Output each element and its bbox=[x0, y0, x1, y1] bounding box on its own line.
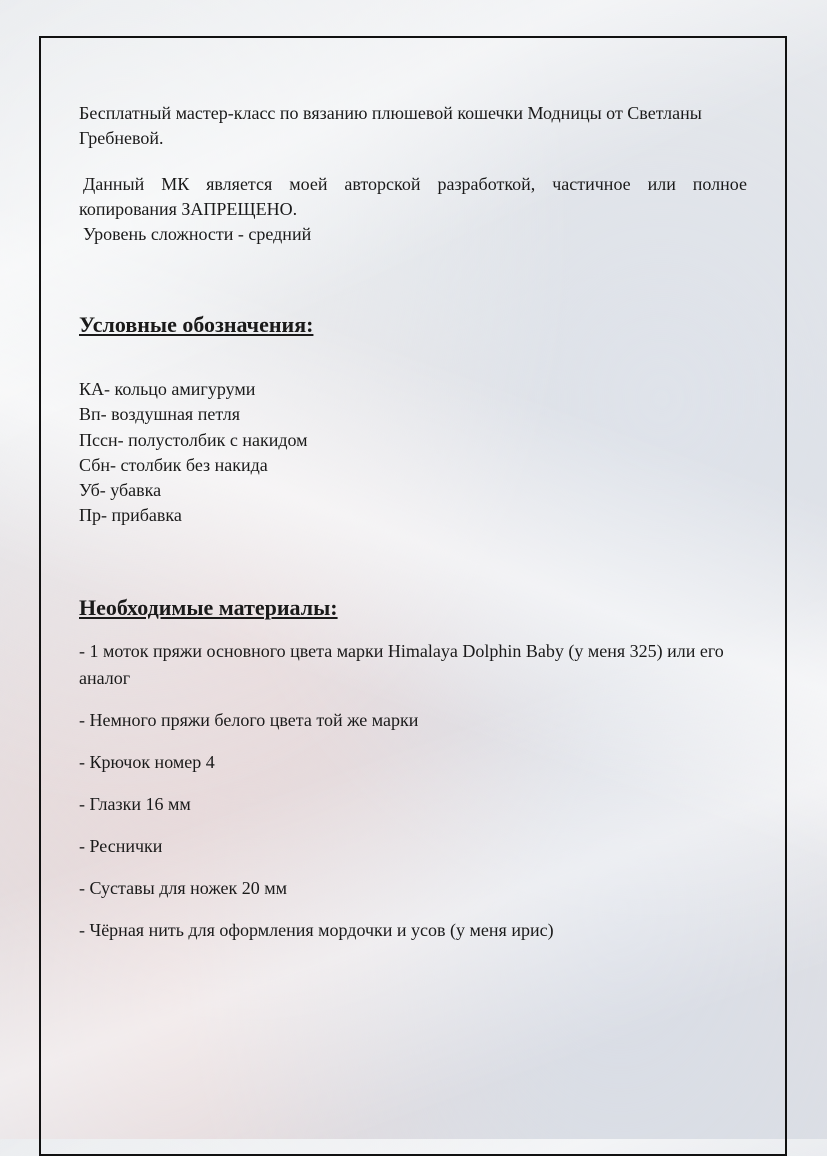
material-item: - 1 моток пряжи основного цвета марки Himalaya Dolphin Baby (у меня 325) или его аналог bbox=[79, 640, 724, 688]
materials-list bbox=[79, 638, 747, 944]
material-item: - Реснички bbox=[79, 835, 163, 856]
material-item: - Немного пряжи белого цвета той же марки bbox=[79, 709, 419, 730]
legend-item: Пр- прибавка bbox=[79, 505, 182, 526]
legend-item: Уб- убавка bbox=[79, 480, 162, 501]
legend-item: Вп- воздушная петля bbox=[79, 404, 241, 425]
intro-title: Бесплатный мастер-класс по вязанию плюшевой кошечки Модницы от Светланы Гребневой. bbox=[79, 103, 702, 148]
legend-heading: Условные обозначения: bbox=[79, 312, 314, 337]
intro-section bbox=[79, 101, 747, 247]
legend-list bbox=[79, 377, 747, 529]
legend-item: КА- кольцо амигуруми bbox=[79, 379, 256, 399]
material-item: - Глазки 16 мм bbox=[79, 793, 191, 814]
legend-item: Сбн- столбик без накида bbox=[79, 454, 268, 475]
material-item: - Чёрная нить для оформления мордочки и усов (у меня ирис) bbox=[79, 919, 554, 940]
material-item: - Суставы для ножек 20 мм bbox=[79, 877, 288, 898]
document-content bbox=[79, 101, 747, 959]
copyright-notice: Данный МК является моей авторской разработкой, частичное или полное копирования ЗАПРЕЩЕНО. bbox=[79, 174, 747, 219]
material-item: - Крючок номер 4 bbox=[79, 751, 215, 772]
legend-item: Пссн- полустолбик с накидом bbox=[79, 429, 308, 450]
difficulty-level: Уровень сложности - средний bbox=[83, 224, 312, 244]
materials-heading: Необходимые материалы: bbox=[79, 594, 338, 620]
